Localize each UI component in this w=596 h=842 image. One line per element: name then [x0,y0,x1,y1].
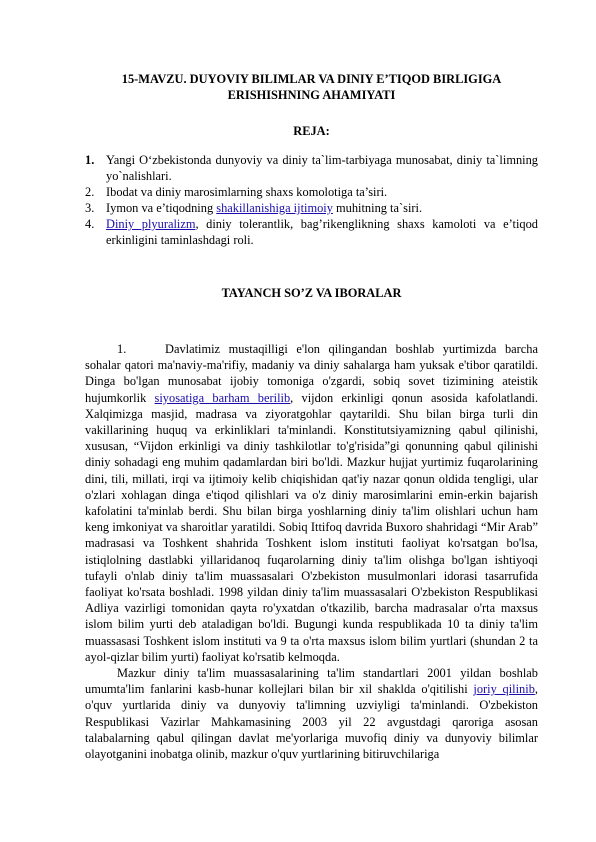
plan-item-2 [85,184,538,200]
plan-list [85,152,538,248]
document-title [85,71,538,103]
paragraph-2 [85,665,538,762]
paragraph-1-text: Davlatimiz mustaqilligi e'lon qilingandan boshlab yurtimizda barcha sohalar qatori ma'naviy-ma'rifiy, madaniy va diniy sahalarga ham yuksak e'tibor qaratildi. Dinga bo'lgan munosabat ijobiy tomoniga o'zgardi, sobiq sovet tizimining ateistik hujumkorlik [85,342,538,405]
plan-item-number: 1. [85,153,95,167]
plan-item-text: Iymon va e’tiqodning [106,201,217,215]
plan-item-text-tail: muhitning ta`siri. [332,201,423,215]
plan-item-link[interactable]: shakillanishiga ijtimoiy [216,201,333,215]
plan-item-3 [85,200,538,216]
plan-item-number: 3. [85,201,95,215]
plan-item-text: Ibodat va diniy marosimlarning shaxs komolotiga ta’siri. [106,185,388,199]
plan-item-text: Yangi O‘zbekistonda dunyoviy va diniy ta`lim-tarbiyaga munosabat, diniy ta`limning yo`nalishlari. [106,153,538,183]
plan-item-link[interactable]: Diniy plyuralizm [106,217,196,231]
plan-item-text-tail: , diniy tolerantlik, bag’rikenglikning shaxs kamoloti va e’tiqod erkinligini taminlashdagi roli. [106,217,538,247]
paragraph-1-link[interactable]: siyosatiga barham berilib [154,390,291,405]
title-line-1: 15-MAVZU. DUYOVIY BILIMLAR VA DINIY E’TIQOD BIRLIGIGA [121,72,502,86]
keywords-heading: TAYANCH SO’Z VA IBORALAR [221,286,402,300]
paragraph-1-text-tail: , vijdon erkinligi qonun asosida kafolatlandi. Xalqimizga masjid, madrasa va ziyoratgohlar qaytarildi. Shu bilan birga turli din vakillarining huquq va erkinliklari ta'minlandi. Konstitutsiyamizning qabul qilinishi, xususan, “Vijdon erkinligi va diniy tashkilotlar to'g'risida”gi qonunning qabul qilinishi diniy sohadagi eng muhim qadamlardan biri bo'ldi. Mazkur hujjat yurtimiz fuqarolarining dini, tili, millati, irqi va ijtimoiy kelib chiqishidan qat'iy nazar qonun oldida tengligi, ular o'zlari xohlagan dinga e'tiqod qilishlari va o'z diniy marosimlarini emin-erkin bajarish kafolatini ta'minlab berdi. Shu bilan birga yoshlarning diniy ta'lim olishlari uchun ham keng imkoniyat va sharoitlar yaratildi. Sobiq Ittifoq davrida Buxoro shahridagi “Mir Arab” madrasasi va Toshkent shahrida Toshkent islom instituti faoliyat ko'rsatgan bo'lsa, istiqlolning dastlabki yillaridanoq fuqarolarning diniy ta'lim olishga bo'lgan ishtiyoqi tufayli o'nlab diniy ta'lim muassasalari O'zbekiston musulmonlari idorasi tasarrufida faoliyat ko'rsata boshladi. 1998 yildan diniy ta'lim muassasalari O'zbekiston Respublikasi Adliya vazirligi tomonidan qayta ro'yxatdan o'tkazilib, barcha madrasalar o'rta maxsus islom bilim yurti deb ataladigan bo'ldi. Bugungi kunda respublikada 10 ta diniy ta'lim muassasasi Toshkent islom instituti va 9 ta o'rta maxsus islom bilim yurtlari (shundan 2 ta ayol-qizlar bilim yurti) faoliyat ko'rsatib kelmoqda. [85,390,538,664]
plan-item-1 [85,152,538,184]
paragraph-1 [85,341,538,665]
plan-item-4 [85,216,538,248]
plan-item-number: 2. [85,185,95,199]
plan-heading: REJA: [293,124,330,138]
paragraph-2-link[interactable]: joriy qilinib [473,682,535,697]
plan-item-number: 4. [85,217,95,231]
body-text [85,341,538,762]
paragraph-2-text: Mazkur diniy ta'lim muassasalarining ta'lim standartlari 2001 yildan boshlab umumta'lim fanlarini kasb-hunar kollejlari bilan bir xil shaklda o'qitilishi [85,666,538,697]
title-line-2: ERISHISHNING AHAMIYATI [227,88,396,102]
paragraph-number: 1. [117,342,127,356]
paragraph-2-text-tail: , o'quv yurtlarida diniy va dunyoviy ta'limning uzviyligi ta'minlandi. O'zbekiston Respublikasi Vazirlar Mahkamasining 2003 yil 22 avgustdagi qaroriga asosan talabalarning qabul qilingan davlat me'yorlariga muvofiq diniy va dunyoviy bilimlar olayotganini inobatga olinib, mazkur o'quv yurtlarining bitiruvchilariga [85,682,538,762]
